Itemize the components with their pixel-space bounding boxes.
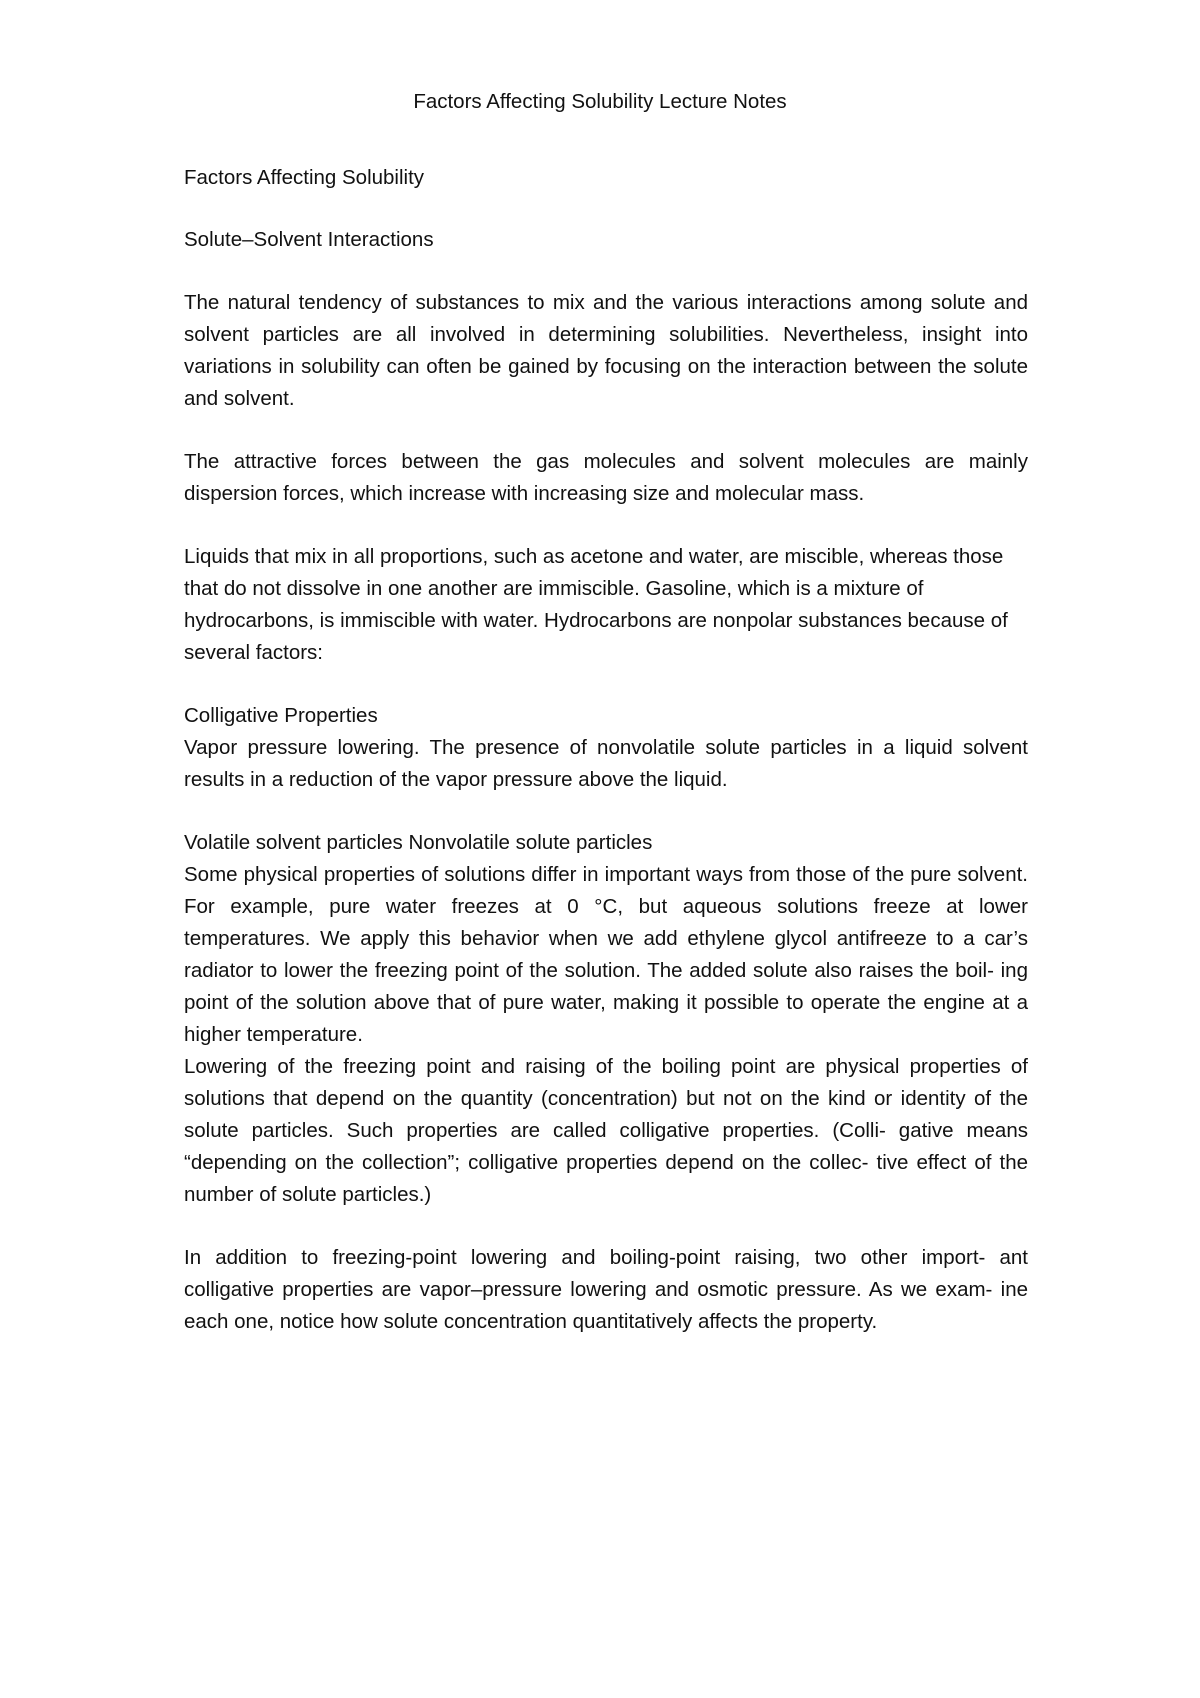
- paragraph-miscible-liquids: Liquids that mix in all proportions, such as acetone and water, are miscible, whereas those that do not dissolve in one another are immiscible. Gasoline, which is a mixture of hydrocarbons, is immiscible with water. Hydrocarbons are nonpolar substances because of several factors:: [184, 545, 1008, 664]
- paragraph-mixing-tendency: The natural tendency of substances to mix and the various interactions among solute and solvent particles are all involved in determining solubilities. Nevertheless, insight into variations in solubility can often be gained by focusing on the interaction between the solute and solvent.: [184, 291, 1028, 410]
- paragraph-physical-properties: Some physical properties of solutions differ in important ways from those of the pure solvent. For example, pure water freezes at 0 °C, but aqueous solutions freeze at lower temperatures. We apply this behavior when we add ethylene glycol antifreeze to a car’s radiator to lower the freezing point of the solution. The added solute also raises the boil- ing point of the solution above that of pure water, making it possible to operate the engine at a higher temperature.: [184, 863, 1028, 1046]
- heading-solute-solvent-interactions: Solute–Solvent Interactions: [184, 228, 434, 251]
- heading-colligative-properties: Colligative Properties: [184, 704, 378, 727]
- document-body: [184, 162, 1028, 1338]
- paragraph-attractive-forces: The attractive forces between the gas molecules and solvent molecules are mainly dispersion forces, which increase with increasing size and molecular mass.: [184, 450, 1028, 505]
- paragraph-other-colligative-properties: In addition to freezing-point lowering and boiling-point raising, two other import- ant colligative properties are vapor–pressure lowering and osmotic pressure. As we exam- ine each one, notice how solute concentration quantitatively affects the property.: [184, 1246, 1028, 1333]
- heading-factors-affecting-solubility: Factors Affecting Solubility: [184, 166, 425, 189]
- document-title: Factors Affecting Solubility Lecture Notes: [413, 90, 787, 113]
- paragraph-freezing-boiling-point: Lowering of the freezing point and raising of the boiling point are physical properties of solutions that depend on the quantity (concentration) but not on the kind or identity of the solute particles. Such properties are called colligative properties. (Colli- gative means “depending on the collection”; colligative properties depend on the collec- tive effect of the number of solute particles.): [184, 1055, 1028, 1206]
- heading-volatile-particles: Volatile solvent particles Nonvolatile solute particles: [184, 831, 653, 854]
- paragraph-vapor-pressure-lowering: Vapor pressure lowering. The presence of nonvolatile solute particles in a liquid solvent results in a reduction of the vapor pressure above the liquid.: [184, 736, 1028, 791]
